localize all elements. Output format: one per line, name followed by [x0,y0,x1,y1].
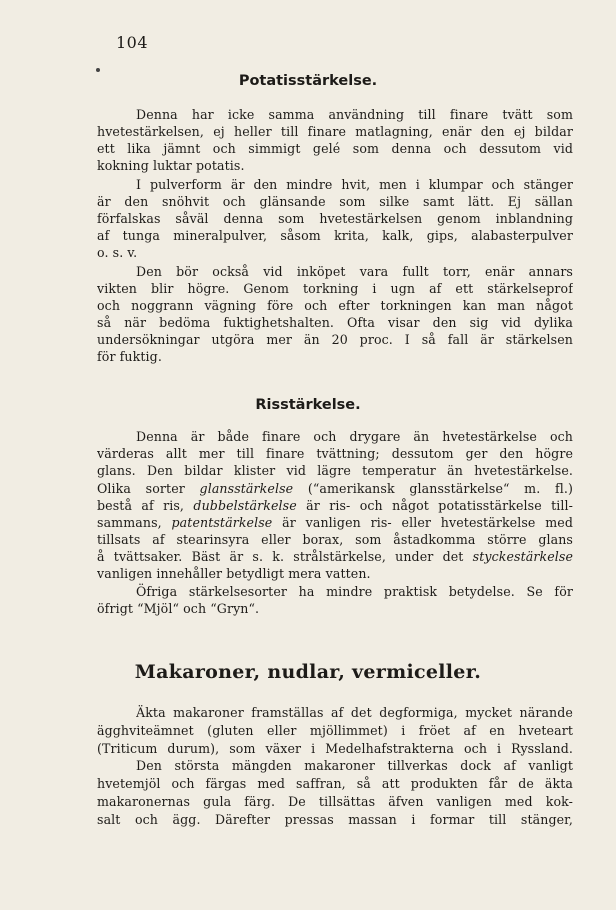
text-line: ett lika jämnt och simmigt gelé som denna och dessutom vid [97,141,573,156]
text-line: tillsats af stearinsyra eller borax, som åstadkomma större glans [97,532,573,547]
text-line: makaronernas gula färg. De tillsättas äfven vanligen med kok- [97,794,573,809]
text-line: hvetemjöl och färgas med saffran, så att produkten får de äkta [97,776,573,791]
text-line: så när bedöma fuktighetshalten. Ofta visar den sig vid dylika [97,315,573,330]
text-line: Olika sorter glansstärkelse (“amerikansk glansstärkelse“ m. fl.) [97,481,573,496]
text-line: är den snöhvit och glänsande som silke samt lätt. Ej sällan [97,194,573,209]
text-line: Denna är både finare och drygare än hvetestärkelse och [136,429,573,444]
text-line: glans. Den bildar klister vid lägre temperatur än hvetestärkelse. [97,463,573,478]
text-line: Äkta makaroner framställas af det degformiga, mycket närande [136,705,573,720]
text-line: förfalskas såväl denna som hvetestärkelsen genom inblandning [97,211,573,226]
text-line: bestå af ris, dubbelstärkelse är ris- och något potatisstärkelse till- [97,498,573,513]
heading-makaroner: Makaroner, nudlar, vermiceller. [134,661,482,683]
text-line: öfrigt “Mjöl“ och “Gryn“. [97,601,260,616]
text-line: o. s. v. [97,245,138,260]
text-line: Den största mängden makaroner tillverkas dock af vanligt [136,758,573,773]
text-line: sammans, patentstärkelse är vanligen ris- eller hvetestärkelse med [97,515,573,530]
text-line: värderas allt mer till finare tvättning; dessutom ger den högre [97,446,573,461]
text-line: Denna har icke samma användning till finare tvätt som [136,107,573,122]
ink-dot-mark [96,68,100,72]
heading-risstarkelse: Risstärkelse. [255,397,361,413]
page-number: 104 [116,33,149,52]
text-line: å tvättsaker. Bäst är s. k. strålstärkelse, under det styckestärkelse [97,549,573,564]
text-line: kokning luktar potatis. [97,158,245,173]
text-line: ägghviteämnet (gluten eller mjöllimmet) i fröet af en hveteart [97,723,573,738]
heading-potatisstarkelse: Potatisstärkelse. [238,73,378,89]
text-line: vanligen innehåller betydligt mera vatten. [97,566,371,581]
text-line: vikten blir högre. Genom torkning i ugn af ett stärkelseprof [97,281,573,296]
text-line: Öfriga stärkelsesorter ha mindre praktisk betydelse. Se för [136,584,573,599]
text-line: af tunga mineralpulver, såsom krita, kalk, gips, alabasterpulver [97,228,573,243]
text-line: (Triticum durum), som växer i Medelhafstrakterna och i Ryssland. [97,741,573,756]
text-line: för fuktig. [97,349,162,364]
text-line: undersökningar utgöra mer än 20 proc. I så fall är stärkelsen [97,332,573,347]
text-line: I pulverform är den mindre hvit, men i klumpar och stänger [136,177,573,192]
text-line: hvetestärkelsen, ej heller till finare matlagning, enär den ej bildar [97,124,573,139]
text-line: salt och ägg. Därefter pressas massan i formar till stänger, [97,812,573,827]
text-line: Den bör också vid inköpet vara fullt torr, enär annars [136,264,573,279]
text-line: och noggrann vägning före och efter torkningen kan man något [97,298,573,313]
